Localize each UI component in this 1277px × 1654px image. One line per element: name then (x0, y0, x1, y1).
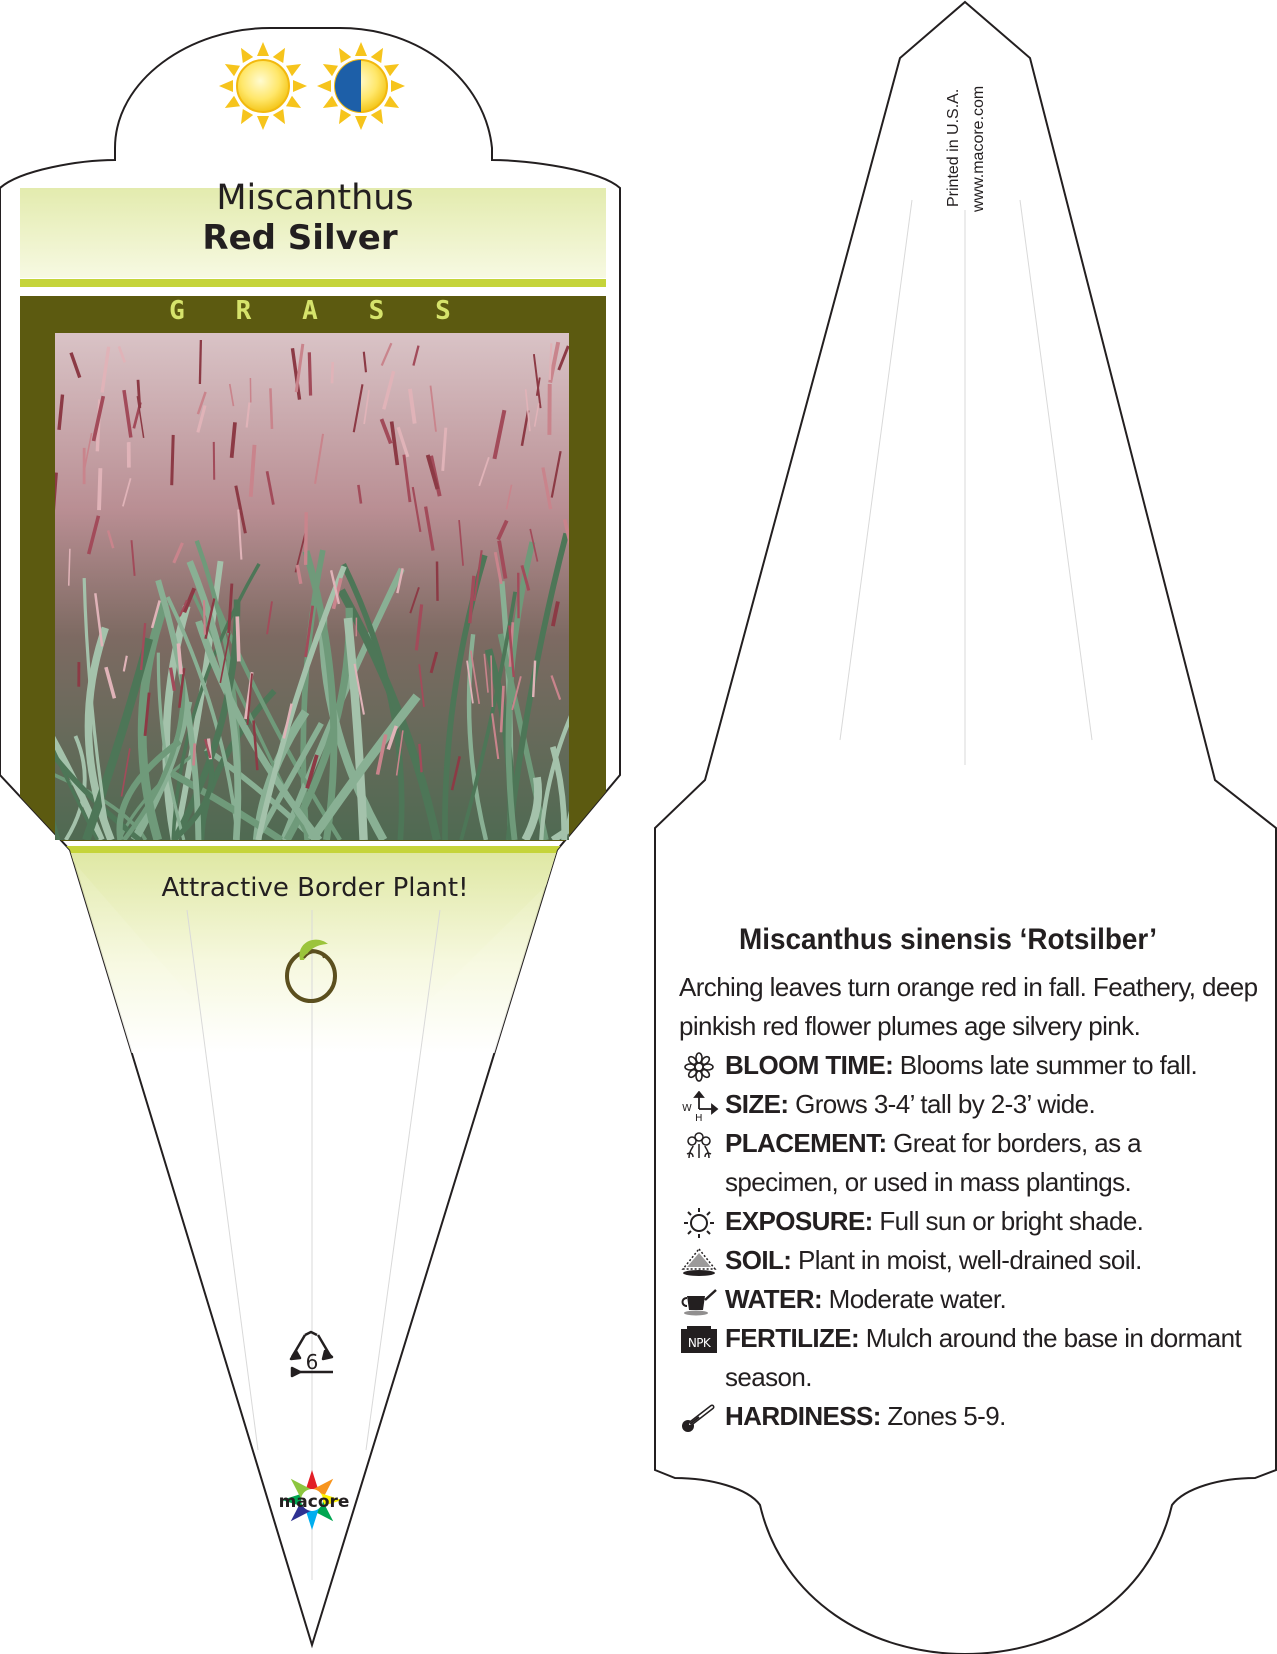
npk-icon (679, 1325, 719, 1355)
website-label: www.macore.com (970, 85, 987, 212)
care-label: HARDINESS: (725, 1401, 881, 1431)
placement-icon (679, 1130, 719, 1160)
care-label: SOIL: (725, 1245, 792, 1275)
care-text: Plant in moist, well-drained soil. (791, 1245, 1142, 1275)
care-label: PLACEMENT: (725, 1128, 887, 1158)
care-label: BLOOM TIME: (725, 1050, 894, 1080)
category-letter: A (302, 296, 318, 326)
lower-rule (65, 846, 580, 853)
printed-in-label: Printed in U.S.A. (945, 88, 962, 207)
npk-icon-text: NPK (687, 1336, 711, 1350)
flower-icon (679, 1052, 719, 1082)
care-text: Grows 3-4’ tall by 2-3’ wide. (788, 1089, 1096, 1119)
category-label (160, 296, 460, 330)
plant-photo (0, 333, 664, 840)
care-label: WATER: (725, 1284, 823, 1314)
plant-description: Arching leaves turn orange red in fall. Feathery, deep pinkish red flower plumes age silvery pink. (679, 972, 1258, 1041)
care-row-placement (679, 1124, 1259, 1202)
botanical-name: Miscanthus sinensis ‘Rotsilber’ (738, 923, 1158, 956)
care-text: Full sun or bright shade. (872, 1206, 1144, 1236)
category-letter: R (235, 296, 252, 326)
care-text: Blooms late summer to fall. (893, 1050, 1198, 1080)
category-letter: S (435, 296, 451, 326)
care-info (679, 968, 1259, 1436)
care-label: SIZE: (725, 1089, 789, 1119)
size-icon (679, 1091, 719, 1121)
variety-name: Red Silver (202, 218, 398, 258)
care-text: Moderate water. (822, 1284, 1007, 1314)
care-label: FERTILIZE: (725, 1323, 860, 1353)
brand-name: macore (278, 1492, 350, 1512)
tagline: Attractive Border Plant! (161, 873, 469, 903)
size-icon-h: H (695, 1113, 702, 1121)
soil-icon (679, 1247, 719, 1277)
care-text: Zones 5-9. (880, 1401, 1006, 1431)
thermometer-icon (679, 1403, 719, 1433)
sun-icon (679, 1208, 719, 1238)
care-row-bloom (679, 1046, 1259, 1085)
title-rule (20, 279, 606, 287)
care-row-hardiness (679, 1397, 1259, 1436)
care-row-fertilize (679, 1319, 1259, 1397)
care-row-soil (679, 1241, 1259, 1280)
care-label: EXPOSURE: (725, 1206, 873, 1236)
size-icon-w: W (682, 1103, 692, 1114)
front-tag (0, 28, 664, 1645)
care-row-size (679, 1085, 1259, 1124)
care-text: Great for borders, as a specimen, or used in mass plantings. (725, 1128, 1141, 1197)
watering-can-icon (679, 1286, 719, 1316)
category-letter: S (368, 296, 385, 326)
recycle-number: 6 (305, 1350, 319, 1374)
care-text: Mulch around the base in dormant season. (725, 1323, 1242, 1392)
care-row-exposure (679, 1202, 1259, 1241)
category-letter: G (169, 296, 185, 326)
common-name: Miscanthus (216, 178, 414, 218)
care-row-water (679, 1280, 1259, 1319)
